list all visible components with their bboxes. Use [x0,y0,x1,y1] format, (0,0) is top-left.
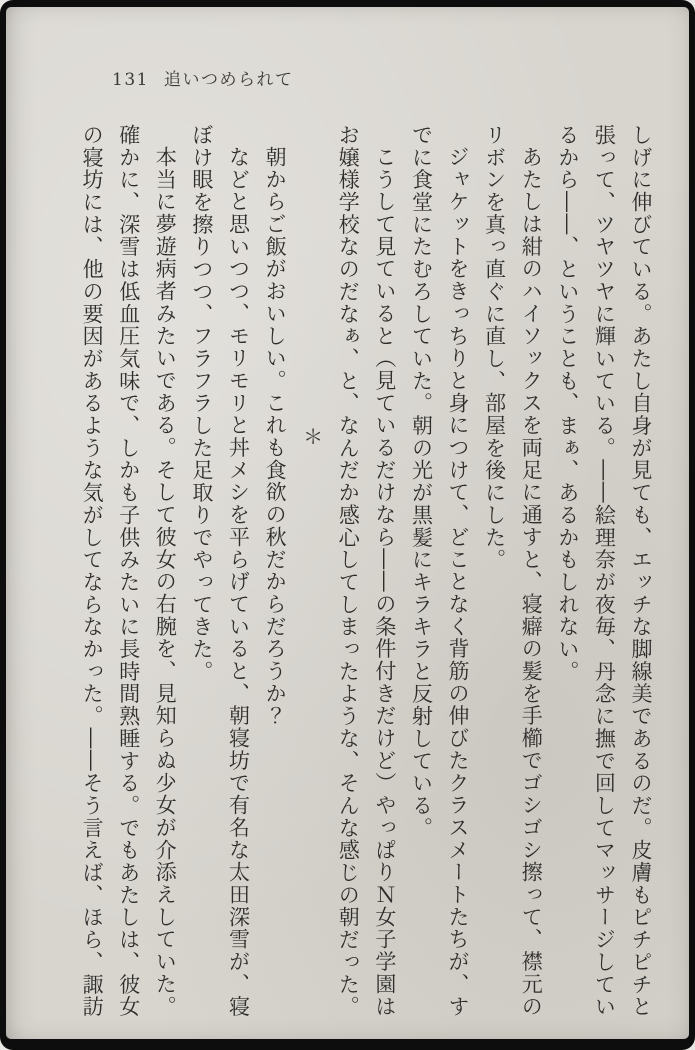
book-page [6,7,689,1039]
text-column: などと思いつつ、モリモリと丼メシを平らげていると、朝寝坊で有名な太田深雪が、寝 [226,146,251,1019]
text-column: 確かに、深雪は低血圧気味で、しかも子供みたいに長時間熟睡する。でもあたしは、彼女 [116,124,141,1018]
body-text [72,124,659,1018]
page-number: 131 [112,70,149,90]
text-column: の寝坊には、他の要因があるような気がしてならなかった。――そう言えば、ほら、諏訪 [80,124,105,1018]
text-column: あたしは紺のハイソックスを両足に通すと、寝癖の髪を手櫛でゴシゴシ擦って、襟元の [519,146,544,1019]
text-column: ぼけ眼を擦りつつ、フラフラした足取りでやってきた。 [189,124,214,683]
section-break-asterisk: ＊ [299,426,324,448]
chapter-title: 追いつめられて [163,70,294,90]
text-column: 朝からご飯がおいしい。これも食欲の秋だからだろうか？ [263,146,288,728]
text-column: ジャケットをきっちりと身につけて、どことなく背筋の伸びたクラスメートたちが、す [446,146,471,1019]
text-column: でに食堂にたむろしていた。朝の光が黒髪にキラキラと反射している。 [409,124,434,840]
text-column: るから――、ということも、まぁ、あるかもしれない。 [555,124,580,683]
text-column: 張って、ツヤツヤに輝いている。――絵理奈が夜毎、丹念に撫で回してマッサージしてい [592,124,617,1018]
text-column: お嬢様学校なのだなぁ、と、なんだか感心してしまったような、そんな感じの朝だった。 [336,124,361,1018]
text-column: しげに伸びている。あたし自身が見ても、エッチな脚線美であるのだ。皮膚もピチピチと [629,124,653,1018]
page-header [112,65,293,90]
text-column: リボンを真っ直ぐに直し、部屋を後にした。 [482,124,507,571]
text-column: こうして見ていると（見ているだけなら――の条件付きだけど）やっぱりＮ女子学園は [372,146,397,1019]
text-column: 本当に夢遊病者みたいである。そして彼女の右腕を、見知らぬ少女が介添えしていた。 [153,146,178,1019]
